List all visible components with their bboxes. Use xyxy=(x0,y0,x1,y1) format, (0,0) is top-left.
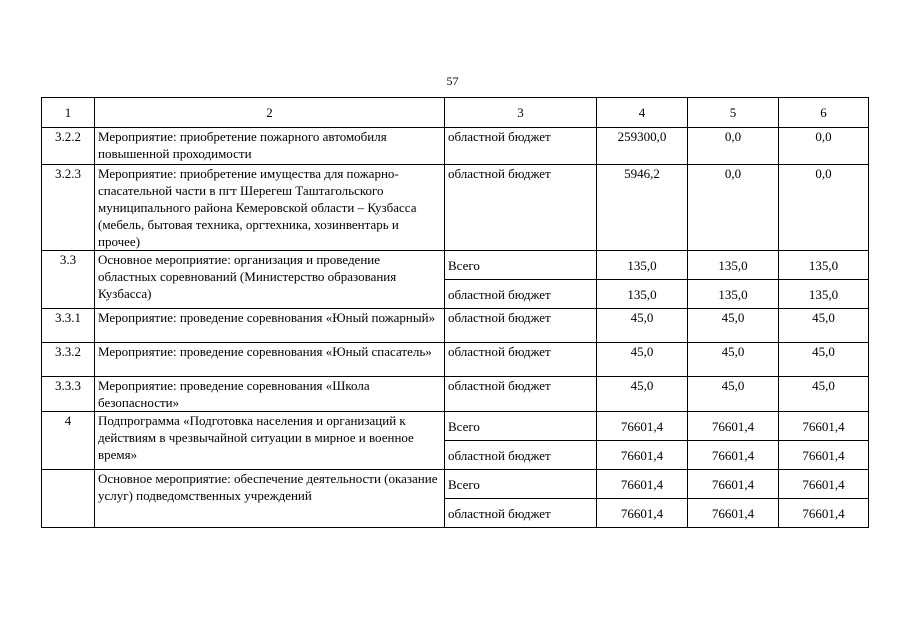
value-col-5: 45,0 xyxy=(688,309,779,343)
value-col-4: 135,0 xyxy=(597,251,688,280)
header-col-5: 5 xyxy=(688,98,779,128)
funding-source: Всего xyxy=(445,470,597,499)
value-col-4: 45,0 xyxy=(597,377,688,412)
funding-source: областной бюджет xyxy=(445,165,597,251)
funding-source: областной бюджет xyxy=(445,309,597,343)
funding-source: Всего xyxy=(445,251,597,280)
value-col-5: 76601,4 xyxy=(688,499,779,528)
value-col-5: 76601,4 xyxy=(688,470,779,499)
value-col-6: 45,0 xyxy=(779,377,869,412)
row-number: 3.2.2 xyxy=(42,128,95,165)
funding-source: областной бюджет xyxy=(445,280,597,309)
row-number: 3.3.3 xyxy=(42,377,95,412)
row-name: Мероприятие: проведение соревнования «Юный спасатель» xyxy=(95,343,445,377)
value-col-5: 45,0 xyxy=(688,343,779,377)
row-number: 3.3 xyxy=(42,251,95,309)
page-number: 57 xyxy=(446,74,459,88)
value-col-6: 0,0 xyxy=(779,165,869,251)
funding-source: областной бюджет xyxy=(445,377,597,412)
row-name: Мероприятие: проведение соревнования «Школа безопасности» xyxy=(95,377,445,412)
header-col-2: 2 xyxy=(95,98,445,128)
value-col-6: 76601,4 xyxy=(779,470,869,499)
table-row xyxy=(42,412,869,441)
row-name: Основное мероприятие: обеспечение деятельности (оказание услуг) подведомственных учреждений xyxy=(95,470,445,528)
funding-source: областной бюджет xyxy=(445,441,597,470)
value-col-5: 0,0 xyxy=(688,128,779,165)
row-name: Мероприятие: приобретение пожарного автомобиля повышенной проходимости xyxy=(95,128,445,165)
row-number: 3.2.3 xyxy=(42,165,95,251)
header-col-3: 3 xyxy=(445,98,597,128)
value-col-5: 76601,4 xyxy=(688,412,779,441)
value-col-5: 135,0 xyxy=(688,251,779,280)
row-name: Мероприятие: проведение соревнования «Юный пожарный» xyxy=(95,309,445,343)
header-col-1: 1 xyxy=(42,98,95,128)
row-name: Мероприятие: приобретение имущества для пожарно-спасательной части в пгт Шерегеш Таштагольского муниципального района Кемеровской области – Кузбасса (мебель, бытовая техника, оргтехника, хозинвентарь и прочее) xyxy=(95,165,445,251)
table-row xyxy=(42,470,869,499)
row-number: 3.3.1 xyxy=(42,309,95,343)
funding-source: Всего xyxy=(445,412,597,441)
row-name: Основное мероприятие: организация и проведение областных соревнований (Министерство образования Кузбасса) xyxy=(95,251,445,309)
header-col-4: 4 xyxy=(597,98,688,128)
table-row xyxy=(42,128,869,165)
value-col-6: 135,0 xyxy=(779,251,869,280)
value-col-5: 45,0 xyxy=(688,377,779,412)
value-col-5: 135,0 xyxy=(688,280,779,309)
value-col-5: 0,0 xyxy=(688,165,779,251)
value-col-6: 45,0 xyxy=(779,343,869,377)
value-col-4: 135,0 xyxy=(597,280,688,309)
table-row xyxy=(42,377,869,412)
table-row xyxy=(42,251,869,280)
row-number: 4 xyxy=(42,412,95,470)
value-col-4: 5946,2 xyxy=(597,165,688,251)
table-row xyxy=(42,165,869,251)
value-col-6: 76601,4 xyxy=(779,441,869,470)
funding-source: областной бюджет xyxy=(445,499,597,528)
value-col-4: 259300,0 xyxy=(597,128,688,165)
table-row xyxy=(42,343,869,377)
value-col-6: 76601,4 xyxy=(779,499,869,528)
row-number: 3.3.2 xyxy=(42,343,95,377)
value-col-4: 76601,4 xyxy=(597,499,688,528)
value-col-4: 45,0 xyxy=(597,343,688,377)
value-col-5: 76601,4 xyxy=(688,441,779,470)
value-col-6: 135,0 xyxy=(779,280,869,309)
funding-source: областной бюджет xyxy=(445,343,597,377)
row-name: Подпрограмма «Подготовка населения и организаций к действиям в чрезвычайной ситуации в мирное и военное время» xyxy=(95,412,445,470)
value-col-6: 0,0 xyxy=(779,128,869,165)
value-col-4: 76601,4 xyxy=(597,470,688,499)
row-number xyxy=(42,470,95,528)
header-row xyxy=(42,98,869,128)
table-row xyxy=(42,309,869,343)
header-col-6: 6 xyxy=(779,98,869,128)
value-col-4: 76601,4 xyxy=(597,441,688,470)
value-col-4: 76601,4 xyxy=(597,412,688,441)
value-col-6: 45,0 xyxy=(779,309,869,343)
value-col-6: 76601,4 xyxy=(779,412,869,441)
value-col-4: 45,0 xyxy=(597,309,688,343)
funding-source: областной бюджет xyxy=(445,128,597,165)
budget-table xyxy=(41,97,869,528)
